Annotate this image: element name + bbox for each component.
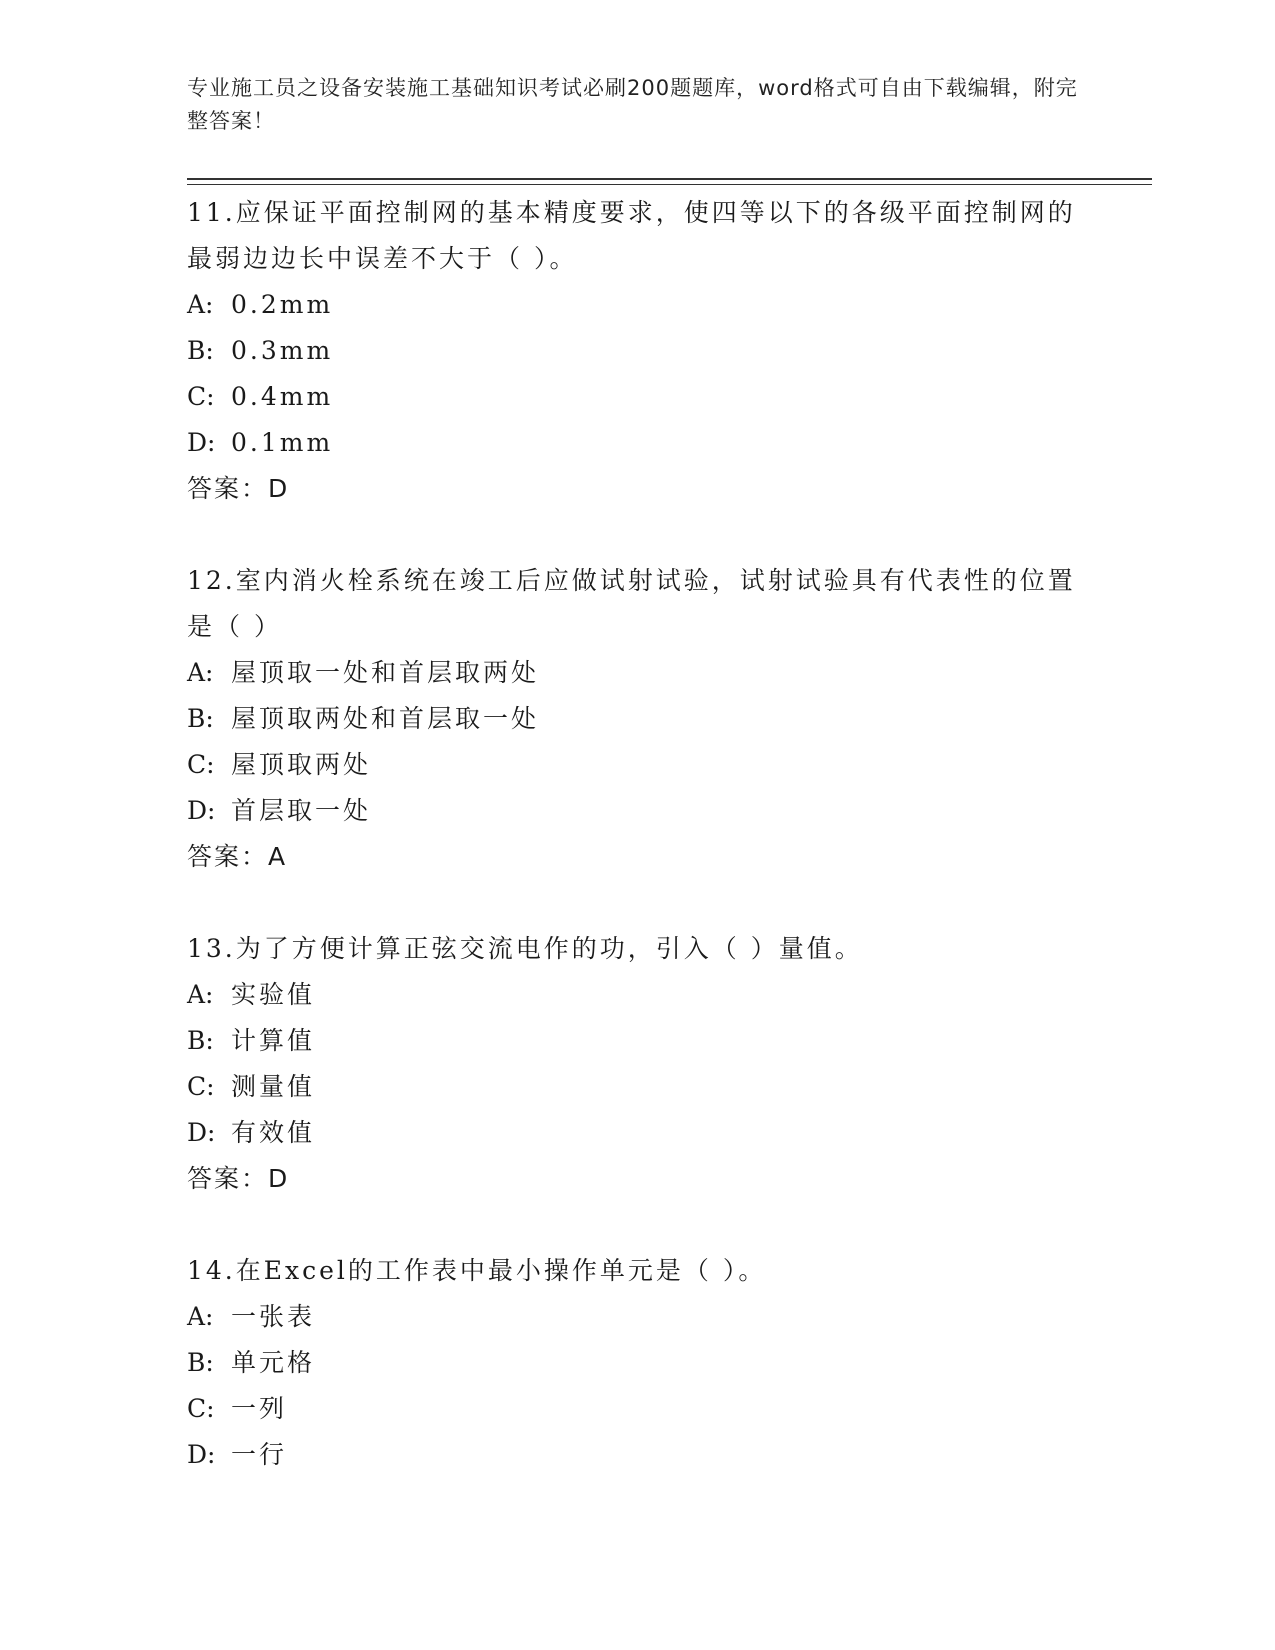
question-14 <box>187 1248 1087 1478</box>
question-stem: 13.为了方便计算正弦交流电作的功，引入（ ）量值。 <box>187 934 863 963</box>
option-d <box>187 420 1087 466</box>
option-c <box>187 374 1087 420</box>
answer-line: 答案：D <box>187 1164 290 1193</box>
option-letter: B: <box>187 1348 214 1377</box>
option-b <box>187 696 1087 742</box>
option-text: 单元格 <box>231 1348 316 1377</box>
option-b <box>187 1018 1087 1064</box>
option-letter: C: <box>187 750 215 779</box>
answer-line: 答案：A <box>187 842 288 871</box>
header-divider-thin <box>187 184 1152 185</box>
option-text: 0.1mm <box>231 428 334 457</box>
question-13 <box>187 926 1087 1202</box>
option-letter: B: <box>187 336 214 365</box>
option-text: 首层取一处 <box>231 796 372 825</box>
option-d <box>187 788 1087 834</box>
option-text: 0.3mm <box>231 336 334 365</box>
option-letter: B: <box>187 704 214 733</box>
option-text: 一张表 <box>231 1302 316 1331</box>
option-text: 一行 <box>231 1440 288 1469</box>
question-stem: 14.在Excel的工作表中最小操作单元是（ ）。 <box>187 1256 767 1285</box>
option-letter: B: <box>187 1026 214 1055</box>
option-letter: A: <box>187 290 214 319</box>
option-d <box>187 1432 1087 1478</box>
option-text: 屋顶取一处和首层取两处 <box>231 658 540 687</box>
option-text: 测量值 <box>231 1072 316 1101</box>
option-letter: C: <box>187 1072 215 1101</box>
answer-line: 答案：D <box>187 474 290 503</box>
option-text: 计算值 <box>231 1026 316 1055</box>
option-text: 一列 <box>231 1394 288 1423</box>
option-a <box>187 282 1087 328</box>
option-text: 0.4mm <box>231 382 334 411</box>
question-stem: 11.应保证平面控制网的基本精度要求，使四等以下的各级平面控制网的最弱边边长中误差不大于（ ）。 <box>187 198 1076 273</box>
option-text: 0.2mm <box>231 290 334 319</box>
option-d <box>187 1110 1087 1156</box>
option-letter: D: <box>187 1440 216 1469</box>
option-a <box>187 650 1087 696</box>
option-letter: A: <box>187 1302 214 1331</box>
option-a <box>187 972 1087 1018</box>
question-11 <box>187 190 1087 512</box>
header-divider <box>187 178 1152 180</box>
option-letter: C: <box>187 1394 215 1423</box>
option-c <box>187 742 1087 788</box>
option-text: 实验值 <box>231 980 316 1009</box>
option-letter: C: <box>187 382 215 411</box>
question-12 <box>187 558 1087 880</box>
option-c <box>187 1064 1087 1110</box>
option-text: 屋顶取两处和首层取一处 <box>231 704 540 733</box>
question-stem: 12.室内消火栓系统在竣工后应做试射试验，试射试验具有代表性的位置是（ ） <box>187 566 1076 641</box>
question-list <box>187 190 1087 1524</box>
option-b <box>187 1340 1087 1386</box>
option-letter: D: <box>187 428 216 457</box>
option-text: 屋顶取两处 <box>231 750 372 779</box>
option-text: 有效值 <box>231 1118 316 1147</box>
option-c <box>187 1386 1087 1432</box>
document-header: 专业施工员之设备安装施工基础知识考试必刷200题题库，word格式可自由下载编辑，附完整答案！ <box>187 76 1078 133</box>
option-a <box>187 1294 1087 1340</box>
option-b <box>187 328 1087 374</box>
option-letter: A: <box>187 980 214 1009</box>
option-letter: D: <box>187 796 216 825</box>
option-letter: A: <box>187 658 214 687</box>
option-letter: D: <box>187 1118 216 1147</box>
